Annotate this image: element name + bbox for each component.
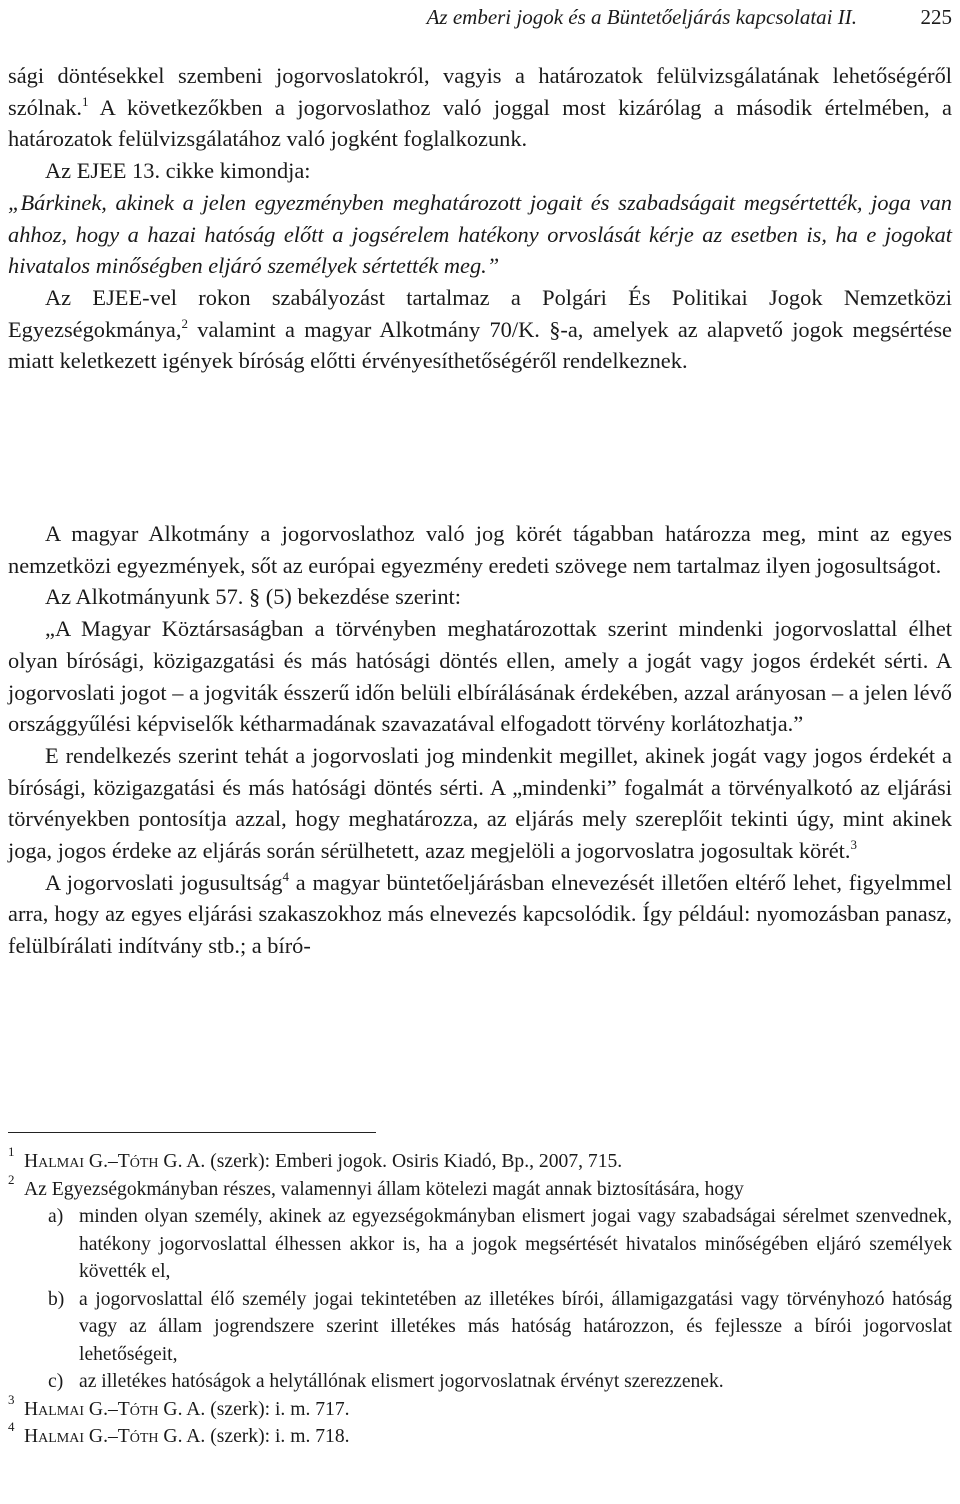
footnote-2-item-a-label: a) [48,1206,64,1227]
footnote-2-text: Az Egyezségokmányban részes, valamennyi állam kötelezi magát annak biztosítására, hogy [24,1178,744,1200]
footnote-3-author: Halmai G.–Tóth G. A. [24,1398,206,1420]
footnote-2-item-b [8,1286,952,1369]
paragraph-1 [8,60,952,155]
page-number: 225 [920,5,952,29]
footnote-2 [8,1171,952,1204]
running-header [8,2,952,32]
paragraph-4: A magyar Alkotmány a jogorvoslathoz való jog körét tágabban határozza meg, mint az egyes nemzetközi egyezmények, sőt az európai egyezmény eredeti szövege nem tartalmaz ilyen jogosultságot. [8,521,952,578]
footnote-2-item-c-text: az illetékes hatóságok a helytállónak elismert jogorvoslatnak érvényt szerezzenek. [79,1371,724,1392]
footnote-2-item-c [8,1368,952,1396]
paragraph-7-part-a: A jogorvoslati jogusultság [45,869,283,895]
footnote-separator [8,1132,376,1133]
paragraph-7 [8,867,952,962]
footnote-1-text: (szerk): Emberi jogok. Osiris Kiadó, Bp., 2007, 715. [205,1151,623,1172]
block-quote-constitution: „A Magyar Köztársaságban a törvényben meghatározottak szerint mindenki jogorvoslattal élhet olyan bírósági, közigazgatási és más hatósági döntés ellen, amely a jogát vagy jogos érdekét sérti. A jogorvoslati jogot – a jogviták ésszerű időn belüli elbírálásának érdekében, azzal arányosan – a jelen lévő országgyűlési képviselők kétharmadának szavazatával elfogadott törvény korlátozhatja.” [8,616,952,737]
footnote-2-item-c-label: c) [48,1371,64,1392]
footnote-3-number: 3 [8,1391,15,1407]
footnote-3 [8,1391,952,1424]
body-text-bottom [8,518,952,962]
footnote-1 [8,1144,952,1176]
paragraph-6 [8,740,952,867]
paragraph-3-part-b: valamint a magyar Alkotmány 70/K. §-a, amelyek az alapvető jogok megsértése miatt keletkezett igények bíróság előtti érvényesíthetőségéről rendelkeznek. [8,316,952,374]
paragraph-6-text: E rendelkezés szerint tehát a jogorvoslati jog mindenkit megillet, akinek jogát vagy jogos érdekét a bírósági, közigazgatási és más hatósági döntés sérti. A „mindenki” fogalmát a törvényalkotó az eljárási törvényekben pontosítja azzal, hogy meghatározza, az eljárás mely szereplőit tekinti úgy, mint akinek joga, jogos érdeke az eljárás során sérülhetett, azaz megjelöli a jogorvoslatra jogosultak körét. [8,742,952,864]
paragraph-2: Az EJEE 13. cikke kimondja: [45,158,311,184]
body-text-top [8,60,952,377]
footnote-2-item-a-text: minden olyan személy, akinek az egyezségokmányban elismert jogai vagy szabadságai sérelmet szenvednek, hatékony jogorvoslattal élhessen akkor is, ha a jogok megsértését hivatalos minőségében eljáró személyek követték el, [79,1206,952,1282]
footnote-2-item-a [8,1203,952,1286]
paragraph-3-part-a: Az EJEE-vel rokon szabályozást tartalmaz a Polgári És Politikai Jogok Nemzetközi Egyezségokmánya, [8,284,952,342]
footnote-2-item-b-label: b) [48,1288,65,1310]
footnote-3-text: (szerk): i. m. 717. [205,1398,350,1420]
paragraph-1-part-a: sági döntésekkel szembeni jogorvoslatokról, vagyis a határozatok felülvizsgálatának lehetőségéről szólnak. [8,63,952,120]
footnote-1-author: Halmai G.–Tóth G. A. [24,1151,206,1172]
footnote-ref-2: 2 [181,315,188,331]
footnote-ref-3: 3 [850,837,857,853]
footnote-1-number: 1 [8,1144,15,1159]
footnote-ref-4: 4 [282,868,289,884]
footnote-2-item-b-text: a jogorvoslattal élő személy jogai tekintetében az illetékes bírói, államigazgatási vagy törvényhozó hatóság vagy az állam jogrendszere szerint illetékes más hatóság határozzon, és fejlessze a bírói jogorvoslat lehetőségeit, [79,1288,952,1365]
running-header-title: Az emberi jogok és a Büntetőeljárás kapcsolatai II. [426,5,857,29]
footnote-ref-1: 1 [82,93,89,109]
paragraph-7-part-b: a magyar büntetőeljárásban elnevezését illetően eltérő lehet, figyelmmel arra, hogy az egyes eljárási szakaszokhoz más elnevezés kapcsolódik. Így például: nyomozásban panasz, felülbírálati indítvány stb.; a bíró- [8,869,952,959]
block-quote-ejee: „Bárkinek, akinek a jelen egyezményben meghatározott jogait és szabadságait megsértették, joga van ahhoz, hogy a hazai hatóság előtt a jogsérelem hatékony orvoslását kérje az esetben is, ha e jogokat hivatalos minőségben eljáró személyek sértették meg.” [8,189,952,279]
footnotes [8,1144,952,1451]
footnote-4-number: 4 [8,1419,15,1434]
paragraph-5: Az Alkotmányunk 57. § (5) bekezdése szerint: [45,584,461,610]
footnote-2-number: 2 [8,1171,15,1187]
paragraph-1-part-b: A következőkben a jogorvoslathoz való joggal most kizárólag a második értelmében, a határozatok felülvizsgálatához való jogként foglalkozunk. [8,94,952,152]
paragraph-3 [8,282,952,377]
footnote-4 [8,1419,952,1451]
footnote-4-text: (szerk): i. m. 718. [205,1426,350,1447]
footnote-4-author: Halmai G.–Tóth G. A. [24,1426,206,1447]
